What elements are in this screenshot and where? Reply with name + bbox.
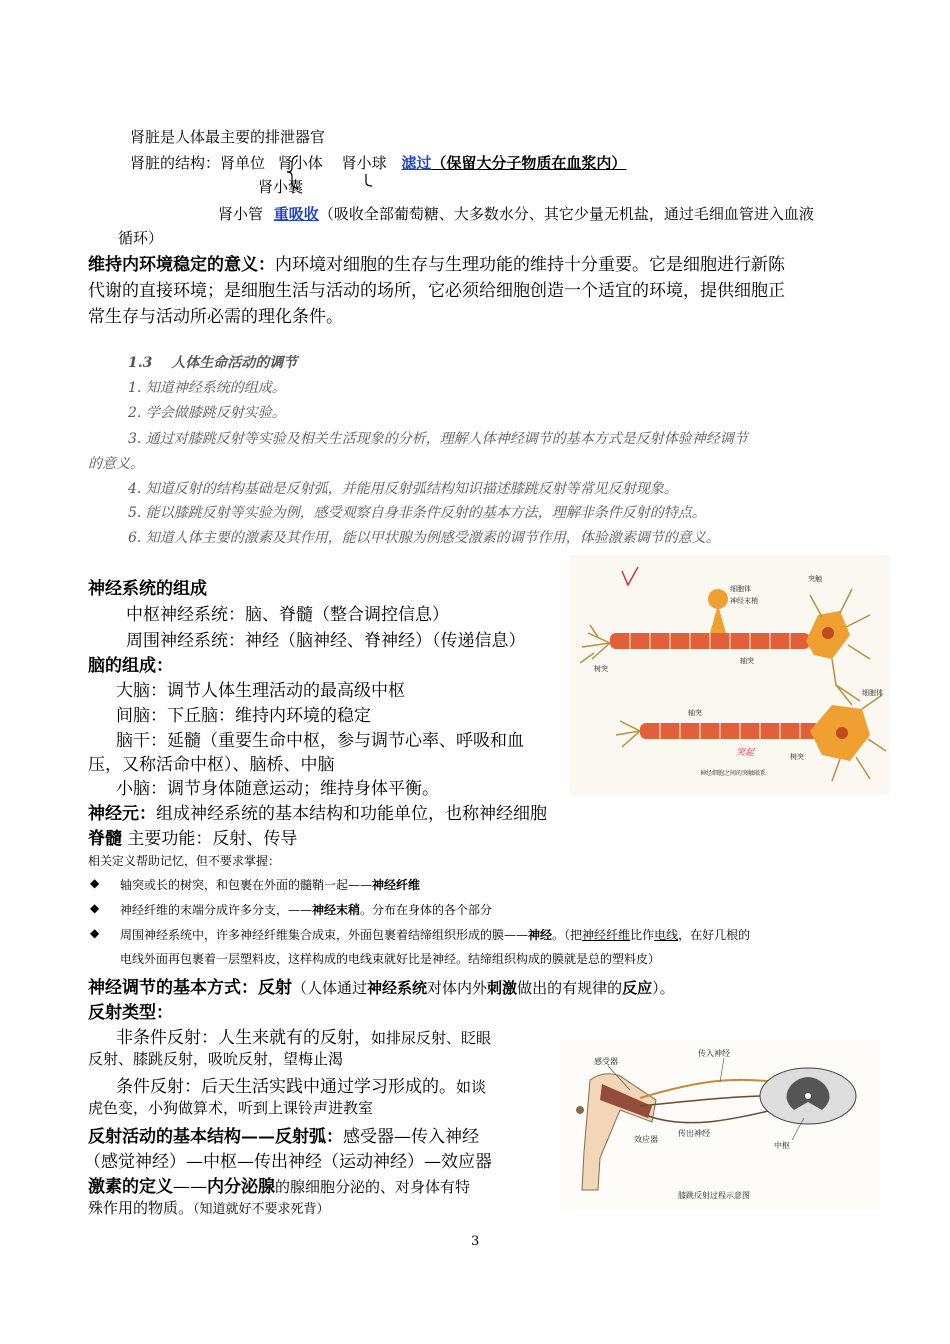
- reabsorption-link[interactable]: 重吸收: [273, 205, 319, 223]
- spinal-heading: 脊髓: [88, 829, 122, 849]
- stability-line-2: 代谢的直接环境；是细胞生活与活动的场所，它必须给细胞创造一个适宜的环境，提供细胞正: [88, 281, 785, 301]
- def2-text: 神经纤维的末端分成许多分支，——: [120, 903, 313, 917]
- bowmans-capsule: 肾小囊: [258, 178, 304, 196]
- objective-5: 5. 能以膝跳反射等实验为例，感受观察自身非条件反射的基本方法，理解非条件反射的特点。: [128, 505, 706, 521]
- label-cell-body-2: 细胞体: [862, 689, 883, 697]
- neuron-synapse-figure: [570, 555, 890, 795]
- hormone-heading: 激素的定义: [88, 1177, 173, 1197]
- hormone-text: 的腺细胞分泌的、对身体有特: [275, 1178, 471, 1196]
- def2-tail: 。分布在身体的各个部分: [360, 903, 493, 917]
- reflex-types-heading: 反射类型：: [88, 1003, 173, 1023]
- hormone-dash: ——: [173, 1177, 207, 1197]
- mode-g: ）。: [652, 979, 675, 997]
- knee-reflex-figure: [560, 1040, 880, 1210]
- label-dendrite: 树突: [594, 665, 608, 673]
- def3-tail: ，在好几根的: [678, 928, 751, 942]
- filtration-note: （保留大分子物质在血浆内）: [431, 154, 627, 172]
- mode-b: 神经系统: [367, 979, 428, 997]
- spinal-cord: [760, 1068, 856, 1124]
- reflex-arc-line-2: （感觉神经）—中枢—传出神经（运动神经）—效应器: [84, 1152, 492, 1172]
- objective-3b: 的意义。: [88, 456, 144, 472]
- def2-term: 神经末稍: [312, 903, 361, 917]
- figure-caption-reflex: 膝跳反射过程示意图: [678, 1191, 750, 1200]
- bullet-icon: ◆: [90, 901, 100, 915]
- unconditioned-line-2: 反射、膝跳反射，吸吮反射，望梅止渴: [88, 1050, 344, 1068]
- uncond-1b: 如排尿反射、眨眼: [371, 1029, 492, 1047]
- label-effector: 效应器: [634, 1135, 658, 1144]
- handwritten-note: 突起: [736, 748, 755, 758]
- cond-1b: 如谈: [456, 1078, 487, 1096]
- bullet-icon: ◆: [90, 876, 100, 890]
- reabsorption-note: （吸收全部葡萄糖、大多数水分、其它少量无机盐，通过毛细血管进入血液: [318, 205, 814, 223]
- arc-text-1: 感受器—传入神经: [343, 1127, 479, 1147]
- def3-text: 周围神经系统中，许多神经纤维集合成束，外面包裹着结缔组织形成的膜——: [120, 928, 529, 942]
- label-synapse: 突触: [808, 575, 822, 583]
- mode-c: 对体内外: [427, 979, 488, 997]
- label-receptor: 感受器: [594, 1057, 618, 1066]
- mode-d: 刺激: [487, 979, 518, 997]
- hormone-2b: （知道就好不要求死背）: [193, 1202, 330, 1217]
- neuron-heading: 神经元：: [88, 804, 156, 824]
- objective-2: 2. 学会做膝跳反射实验。: [128, 405, 286, 421]
- diencephalon-line: 间脑：下丘脑：维持内环境的稳定: [116, 706, 371, 726]
- hormone-line-2: [88, 1197, 330, 1218]
- stability-line-1: [88, 250, 785, 275]
- brainstem-line-1: 脑干：延髓（重要生命中枢，参与调节心率、呼吸和血: [116, 731, 524, 751]
- label-efferent: 传出神经: [678, 1129, 710, 1138]
- bullet-icon: ◆: [90, 926, 100, 940]
- definition-1: [120, 876, 420, 893]
- mode-f: 反应: [622, 979, 653, 997]
- definition-2: [120, 901, 492, 918]
- reflex-arc-line-1: [88, 1122, 479, 1147]
- conditioned-line-2: 虎色变，小狗做算术，听到上课铃声进教室: [88, 1099, 374, 1117]
- renal-corpuscle: 肾小体: [277, 154, 323, 172]
- def3-open: 。（把: [552, 928, 583, 942]
- objective-3a: 3. 通过对膝跳反射等实验及相关生活现象的分析，理解人体神经调节的基本方式是反射体验神经调节: [128, 431, 748, 447]
- kidney-line-5: 循环）: [118, 229, 164, 247]
- kidney-line-4: [218, 203, 814, 224]
- def3-term: 神经: [528, 928, 553, 942]
- def3-fiber: 神经纤维: [582, 928, 631, 942]
- cerebellum-line: 小脑：调节身体随意运动；维持身体平衡。: [116, 779, 439, 799]
- label-axon-2: 轴突: [688, 709, 702, 717]
- page-number: 3: [471, 1234, 480, 1249]
- hormone-2a: 殊作用的物质。: [88, 1199, 194, 1217]
- neuron-line: [88, 799, 547, 824]
- stability-text-1: 内环境对细胞的生存与生理功能的维持十分重要。它是细胞进行新陈: [275, 255, 785, 275]
- kidney-structure-label: 肾脏的结构：肾单位: [130, 154, 266, 172]
- label-cell-body: 细胞体: [730, 585, 751, 593]
- stability-heading: 维持内环境稳定的意义：: [88, 255, 275, 275]
- brainstem-line-2: 压，又称活命中枢）、脑桥、中脑: [88, 755, 335, 775]
- note-line: 相关定义帮助记忆，但不要求掌握：: [88, 854, 281, 868]
- label-center: 中枢: [774, 1141, 790, 1150]
- mode-e: 做出的有规律的: [517, 979, 623, 997]
- arc-heading: 反射活动的基本结构——反射弧：: [88, 1127, 343, 1147]
- bottom-axon: [640, 723, 820, 739]
- brain-heading: 脑的组成：: [88, 656, 173, 676]
- unconditioned-line-1: [116, 1023, 491, 1048]
- neuron-text: 组成神经系统的基本结构和功能单位，也称神经细胞: [156, 804, 547, 824]
- def3-compare: 比作: [630, 928, 655, 942]
- top-axon: [610, 633, 810, 649]
- spinal-line: [88, 824, 297, 849]
- reflex-mode-heading: 神经调节的基本方式：反射: [88, 978, 292, 998]
- filtration-link[interactable]: 滤过: [401, 154, 432, 172]
- section-title: 1.3 人体生命活动的调节: [128, 355, 298, 371]
- objective-6: 6. 知道人体主要的激素及其作用，能以甲状腺为例感受激素的调节作用，体验激素调节的意义。: [128, 530, 720, 546]
- stability-line-3: 常生存与活动所必需的理化条件。: [88, 307, 343, 327]
- glomerulus: 肾小球: [341, 154, 387, 172]
- objective-4: 4. 知道反射的结构基础是反射弧，并能用反射弧结构知识描述膝跳反射等常见反射现象。: [128, 481, 678, 497]
- conditioned-line-1: [116, 1072, 486, 1097]
- nervous-heading: 神经系统的组成: [88, 579, 207, 599]
- figure-caption-neuron: 神经细胞之间的突触联系: [700, 770, 767, 777]
- kidney-line-1: 肾脏是人体最主要的排泄器官: [130, 128, 326, 146]
- renal-tubule: 肾小管: [218, 205, 264, 223]
- cerebrum-line: 大脑：调节人体生理活动的最高级中枢: [116, 681, 405, 701]
- objective-1: 1. 知道神经系统的组成。: [128, 380, 286, 396]
- cns-line: 中枢神经系统：脑、脊髓（整合调控信息）: [126, 605, 449, 625]
- label-axon: 轴突: [740, 657, 754, 665]
- label-axon-terminal: 神经末梢: [730, 597, 758, 605]
- cond-1: 条件反射：后天生活实践中通过学习形成的。: [116, 1077, 456, 1097]
- def1-text: 轴突或长的树突，和包裹在外面的髓鞘一起——: [120, 878, 373, 892]
- label-afferent: 传入神经: [698, 1049, 730, 1058]
- definition-3-cont: 电线外面再包裹着一层塑料皮，这样构成的电线束就好比是神经。结缔组织构成的膜就是总的塑料皮）: [120, 952, 661, 966]
- spinal-text: 主要功能：反射、传导: [127, 829, 298, 849]
- def3-wire: 电线: [654, 928, 679, 942]
- hormone-line-1: [88, 1172, 470, 1197]
- reflex-hammer-icon: [576, 1106, 584, 1114]
- uncond-1: 非条件反射：人生来就有的反射，: [116, 1028, 371, 1048]
- hormone-gland: 内分泌腺: [207, 1177, 275, 1197]
- def1-term: 神经纤维: [372, 878, 421, 892]
- reflex-mode-line: [88, 973, 675, 998]
- pns-line: 周围神经系统：神经（脑神经、脊神经）（传递信息）: [126, 631, 526, 651]
- mode-a: （人体通过: [292, 979, 368, 997]
- definition-3: [120, 926, 750, 943]
- label-dendrite-2: 树突: [790, 753, 804, 761]
